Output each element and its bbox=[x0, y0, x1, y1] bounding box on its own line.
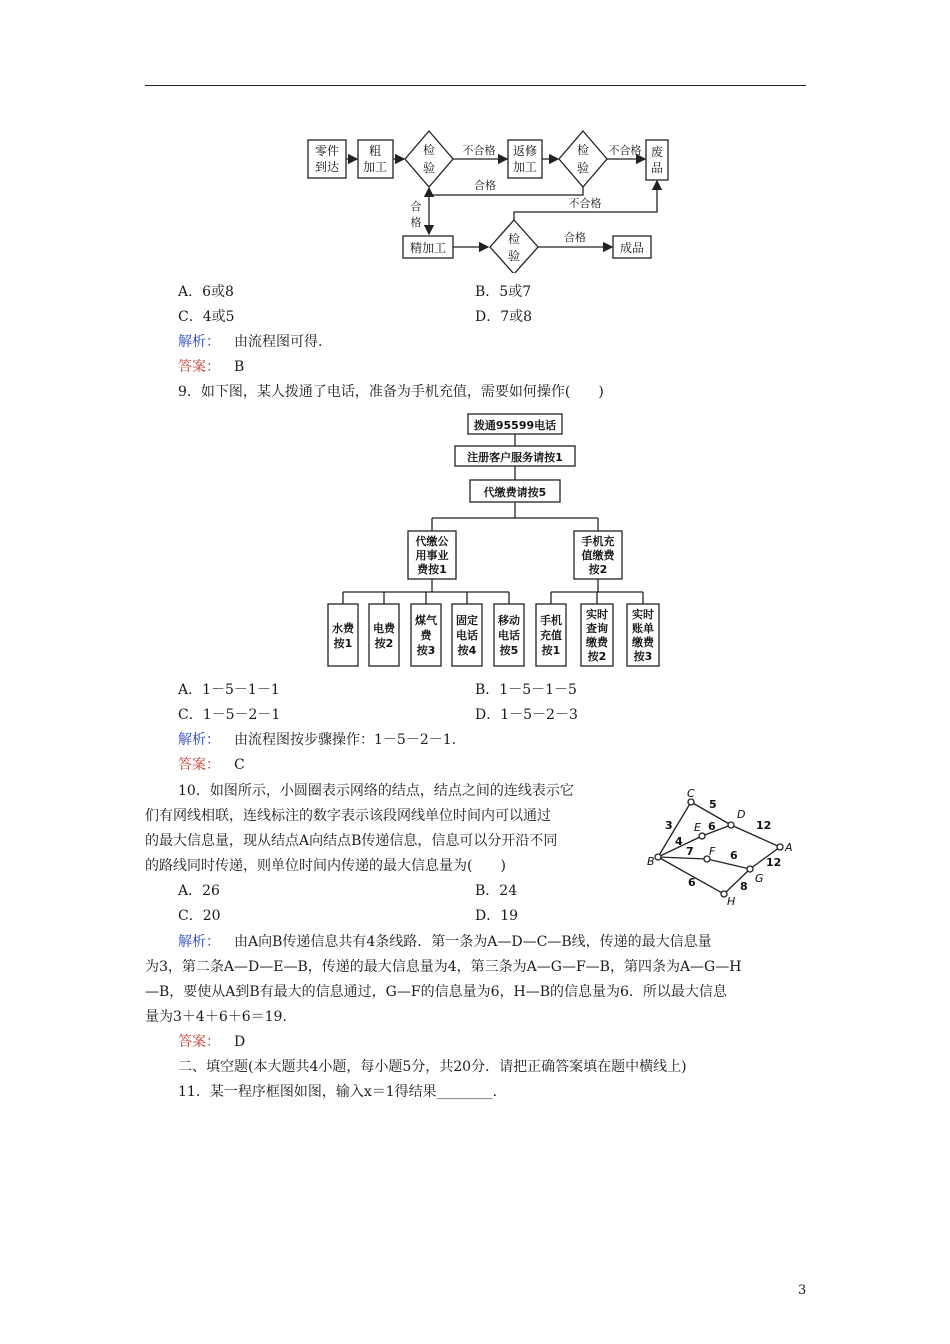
leaf6-l2: 充值 bbox=[540, 629, 562, 642]
leaf5-l2: 电话 bbox=[498, 629, 520, 642]
q8-solution-text: 由流程图可得. bbox=[234, 334, 323, 350]
page-number: 3 bbox=[798, 1283, 807, 1298]
rework-line2: 加工 bbox=[512, 160, 538, 174]
q10-stem-1: 10．如图所示，小圆圈表示网络的结点，结点之间的连线表示它 bbox=[178, 783, 574, 799]
section-2-heading: 二、填空题(本大题共4小题，每小题5分，共20分．请把正确答案填在题中横线上) bbox=[178, 1059, 687, 1075]
q10-stem-2: 们有网线相联，连线标注的数字表示该段网线单位时间内可以通过 bbox=[145, 808, 551, 824]
leaf2-l2: 按2 bbox=[374, 637, 394, 650]
q9-phone-tree bbox=[325, 412, 670, 670]
q10-solution-4: 量为3＋4＋6＋6＝19. bbox=[145, 1009, 287, 1025]
inspect1-line1: 检 bbox=[422, 143, 436, 157]
pass-label-final: 合格 bbox=[564, 231, 586, 244]
q8-answer-value: B bbox=[234, 359, 245, 375]
q9-solution-text: 由流程图按步骤操作：1－5－2－1. bbox=[234, 732, 457, 748]
q9-option-d: D．1－5－2－3 bbox=[475, 707, 578, 723]
tree-top: 拨通95599电话 bbox=[473, 419, 557, 432]
finished-product: 成品 bbox=[619, 241, 645, 255]
rough-line2: 加工 bbox=[362, 160, 388, 174]
leaf7-l1: 实时 bbox=[586, 608, 608, 621]
weight-ED: 6 bbox=[708, 820, 716, 833]
pass-v-2: 格 bbox=[410, 216, 422, 229]
node-B: B bbox=[647, 855, 655, 868]
leaf8-l4: 按3 bbox=[633, 650, 653, 663]
leaf3-l2: 费 bbox=[420, 629, 432, 642]
scrap-line1: 废 bbox=[650, 145, 664, 159]
leaf4-l1: 固定 bbox=[456, 614, 478, 627]
fail-label-3: 不合格 bbox=[568, 197, 602, 210]
leaf8-l3: 缴费 bbox=[632, 636, 654, 649]
weight-BF: 7 bbox=[686, 845, 694, 858]
q10-network-graph bbox=[645, 785, 800, 905]
q9-option-b: B．1－5－1－5 bbox=[475, 682, 577, 698]
q10-solution-1 bbox=[178, 932, 712, 952]
q10-answer bbox=[178, 1032, 245, 1052]
pass-label-back: 合格 bbox=[474, 179, 496, 192]
q9-answer-label: 答案： bbox=[178, 757, 220, 773]
inspect2-line2: 验 bbox=[576, 161, 590, 175]
node-G: G bbox=[755, 872, 764, 885]
inspect2-line1: 检 bbox=[576, 143, 590, 157]
q9-stem: 9．如下图，某人拨通了电话，准备为手机充值，需要如何操作( ) bbox=[178, 384, 604, 400]
q9-answer bbox=[178, 755, 245, 775]
q10-solution-3: —B，要使从A到B有最大的信息通过，G—F的信息量为6，H—B的信息量为6．所以最大信息 bbox=[145, 984, 727, 1000]
q10-stem-4: 的路线同时传递，则单位时间内传递的最大信息量为( ) bbox=[145, 858, 506, 874]
weight-BH: 6 bbox=[688, 876, 696, 889]
leaf6-l1: 手机 bbox=[540, 614, 562, 627]
leaf3-l1: 煤气 bbox=[415, 614, 437, 627]
leaf7-l4: 按2 bbox=[587, 650, 607, 663]
leaf1-l1: 水费 bbox=[332, 622, 354, 635]
inspect1-line2: 验 bbox=[422, 161, 436, 175]
q8-option-a: A．6或8 bbox=[178, 284, 234, 300]
right-line2: 值缴费 bbox=[581, 549, 615, 562]
q10-answer-value: D bbox=[234, 1034, 246, 1050]
q8-option-d: D．7或8 bbox=[475, 309, 533, 325]
q10-solution-label: 解析： bbox=[178, 934, 220, 950]
node-D: D bbox=[737, 808, 746, 821]
q9-option-a: A．1－5－1－1 bbox=[178, 682, 280, 698]
fail-label-2: 不合格 bbox=[608, 144, 642, 157]
q10-option-a: A．26 bbox=[178, 883, 220, 899]
q8-solution-label: 解析： bbox=[178, 334, 220, 350]
leaf8-l2: 账单 bbox=[632, 622, 654, 635]
q8-answer-label: 答案： bbox=[178, 359, 220, 375]
q10-stem-3: 的最大信息量，现从结点A向结点B传递信息，信息可以分开沿不同 bbox=[145, 833, 558, 849]
weight-BC: 3 bbox=[665, 819, 673, 832]
inspect3-line2: 验 bbox=[507, 249, 521, 263]
right-line1: 手机充 bbox=[581, 535, 615, 548]
weight-GA: 12 bbox=[766, 856, 782, 869]
leaf7-l2: 查询 bbox=[586, 622, 608, 635]
node-A: A bbox=[785, 841, 793, 854]
right-line3: 按2 bbox=[588, 563, 608, 576]
fail-label-1: 不合格 bbox=[462, 144, 496, 157]
left-line1: 代缴公 bbox=[415, 535, 449, 548]
leaf4-l2: 电话 bbox=[456, 629, 478, 642]
arrive-line2: 到达 bbox=[314, 160, 340, 174]
node-C: C bbox=[687, 787, 695, 800]
q10-solution-text-1: 由A向B传递信息共有4条线路．第一条为A—D—C—B线，传递的最大信息量 bbox=[234, 934, 712, 950]
leaf5-l1: 移动 bbox=[498, 614, 520, 627]
q10-option-c: C．20 bbox=[178, 908, 221, 924]
q10-option-b: B．24 bbox=[475, 883, 518, 899]
q9-solution bbox=[178, 730, 456, 750]
q8-answer bbox=[178, 357, 244, 377]
q8-flowchart bbox=[305, 128, 685, 273]
leaf7-l3: 缴费 bbox=[586, 636, 608, 649]
weight-HG: 8 bbox=[740, 880, 748, 893]
inspect3-line1: 检 bbox=[507, 232, 521, 246]
leaf8-l1: 实时 bbox=[632, 608, 654, 621]
left-line3: 费按1 bbox=[417, 563, 447, 576]
scrap-line2: 品 bbox=[650, 161, 664, 175]
node-F: F bbox=[709, 845, 716, 858]
q10-answer-label: 答案： bbox=[178, 1034, 220, 1050]
q10-solution-2: 为3，第二条A—D—E—B，传递的最大信息量为4，第三条为A—G—F—B，第四条为A—G—H bbox=[145, 959, 742, 975]
fine-process: 精加工 bbox=[409, 241, 447, 255]
left-line2: 用事业 bbox=[415, 549, 449, 562]
leaf3-l3: 按3 bbox=[416, 644, 436, 657]
q9-option-c: C．1－5－2－1 bbox=[178, 707, 281, 723]
node-E: E bbox=[694, 821, 701, 834]
q9-answer-value: C bbox=[234, 757, 245, 773]
rework-line1: 返修 bbox=[512, 144, 538, 158]
weight-BE: 4 bbox=[675, 835, 683, 848]
q8-option-b: B．5或7 bbox=[475, 284, 532, 300]
tree-level3: 代缴费请按5 bbox=[483, 486, 547, 499]
tree-level2: 注册客户服务请按1 bbox=[467, 451, 563, 464]
leaf5-l3: 按5 bbox=[499, 644, 519, 657]
q8-solution bbox=[178, 332, 322, 352]
weight-FG: 6 bbox=[730, 849, 738, 862]
q10-option-d: D．19 bbox=[475, 908, 519, 924]
rough-line1: 粗 bbox=[368, 144, 382, 158]
q9-solution-label: 解析： bbox=[178, 732, 220, 748]
weight-CD: 5 bbox=[709, 798, 717, 811]
arrive-line1: 零件 bbox=[314, 144, 340, 158]
leaf2-l1: 电费 bbox=[373, 622, 395, 635]
leaf6-l3: 按1 bbox=[541, 644, 561, 657]
pass-v-1: 合 bbox=[410, 200, 422, 213]
node-H: H bbox=[727, 895, 736, 905]
q8-option-c: C．4或5 bbox=[178, 309, 235, 325]
q11-stem: 11．某一程序框图如图，输入x＝1得结果________. bbox=[178, 1084, 498, 1100]
weight-DA: 12 bbox=[756, 819, 772, 832]
leaf1-l2: 按1 bbox=[333, 637, 353, 650]
leaf4-l3: 按4 bbox=[457, 644, 477, 657]
header-rule bbox=[145, 85, 806, 86]
